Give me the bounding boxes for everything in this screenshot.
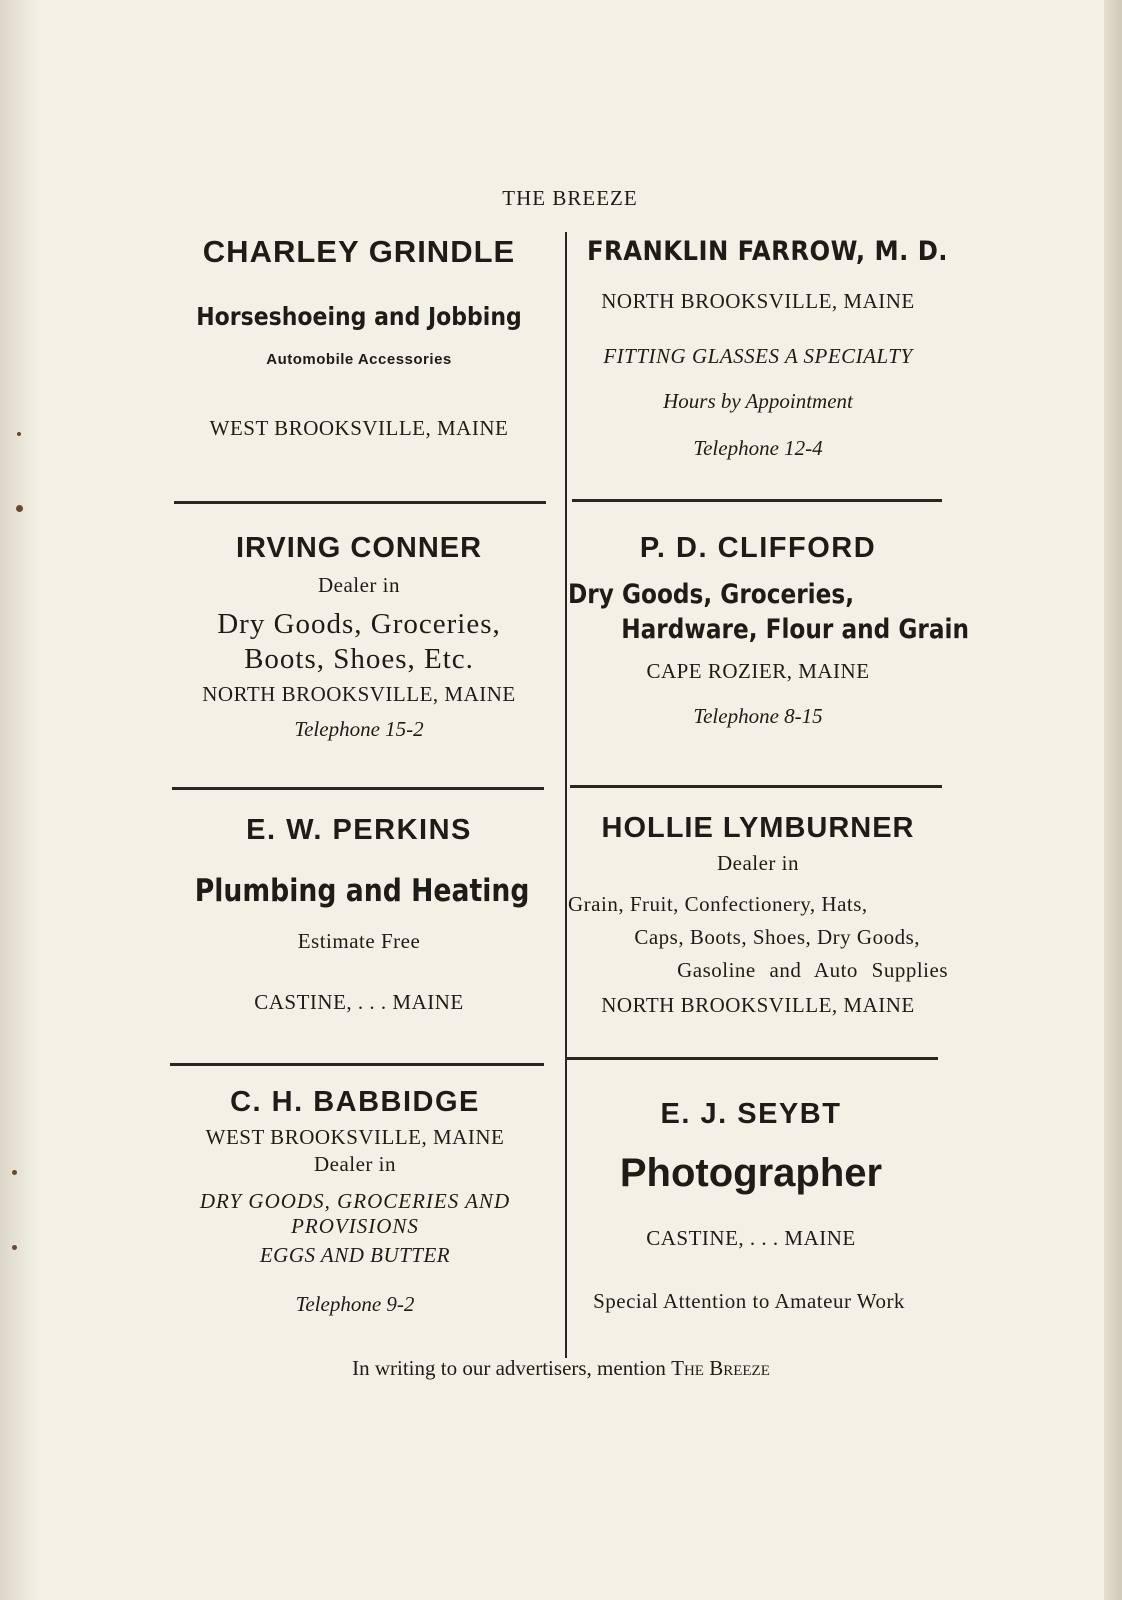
location: CASTINE, . . . MAINE xyxy=(646,1226,856,1250)
goods-line: Dry Goods, Groceries, xyxy=(217,608,501,640)
ad-separator xyxy=(170,1063,544,1066)
advertiser-name: P. D. CLIFFORD xyxy=(639,532,877,564)
location: NORTH BROOKSVILLE, MAINE xyxy=(202,682,516,706)
ad-ew-perkins xyxy=(168,814,550,1015)
location: WEST BROOKSVILLE, MAINE xyxy=(205,1125,505,1149)
advertiser-name: CHARLEY GRINDLE xyxy=(202,234,516,269)
note: Special Attention to Amateur Work xyxy=(593,1289,905,1313)
column-divider xyxy=(565,232,567,1358)
advertiser-name: FRANKLIN FARROW, M. D. xyxy=(587,236,948,267)
advertiser-name: C. H. BABBIDGE xyxy=(230,1086,480,1118)
goods-line: Dry Goods, Groceries, xyxy=(568,579,855,610)
specialty: FITTING GLASSES A SPECIALTY xyxy=(603,344,913,368)
ad-pd-clifford xyxy=(568,532,970,729)
ad-charley-grindle xyxy=(168,234,550,441)
service-heading: Plumbing and Heating xyxy=(194,873,530,909)
ad-hollie-lymburner xyxy=(568,812,948,1018)
advertiser-name: IRVING CONNER xyxy=(235,532,483,564)
advertiser-name: HOLLIE LYMBURNER xyxy=(601,812,915,844)
footer-text: In writing to our advertisers, mention xyxy=(352,1356,672,1380)
footer-note xyxy=(0,1356,1122,1381)
location: WEST BROOKSVILLE, MAINE xyxy=(209,416,509,440)
goods-line: Caps, Boots, Shoes, Dry Goods, xyxy=(634,925,920,949)
ad-ch-babbidge xyxy=(164,1086,546,1317)
goods-line: Grain, Fruit, Confectionery, Hats, xyxy=(568,892,868,916)
ad-separator xyxy=(572,499,942,502)
ad-ej-seybt xyxy=(568,1098,934,1314)
dealer-label: Dealer in xyxy=(716,851,800,875)
telephone: Telephone 15-2 xyxy=(294,717,424,741)
location: NORTH BROOKSVILLE, MAINE xyxy=(601,993,915,1017)
goods-line: EGGS AND BUTTER xyxy=(259,1243,451,1267)
location: CAPE ROZIER, MAINE xyxy=(646,659,870,683)
ad-irving-conner xyxy=(168,532,550,742)
running-head: THE BREEZE xyxy=(502,186,638,210)
footer-publication: The Breeze xyxy=(671,1356,770,1380)
goods-line: Gasoline and Auto Supplies xyxy=(677,958,948,982)
location: CASTINE, . . . MAINE xyxy=(254,990,464,1014)
advertiser-name: E. W. PERKINS xyxy=(246,814,472,846)
service-heading: Photographer xyxy=(619,1151,883,1195)
hours: Hours by Appointment xyxy=(663,389,853,413)
paper-spot xyxy=(16,505,23,512)
ad-separator xyxy=(174,501,546,504)
ad-separator xyxy=(172,787,544,790)
telephone: Telephone 12-4 xyxy=(693,436,823,460)
location: NORTH BROOKSVILLE, MAINE xyxy=(601,289,915,313)
subheading: Estimate Free xyxy=(297,929,421,953)
goods-line: Hardware, Flour and Grain xyxy=(621,614,970,645)
advertiser-name: E. J. SEYBT xyxy=(660,1098,842,1130)
paper-spot xyxy=(17,432,21,436)
ad-separator xyxy=(566,1057,938,1060)
dealer-label: Dealer in xyxy=(313,1152,397,1176)
service-heading: Horseshoeing and Jobbing xyxy=(196,302,522,331)
subheading: Automobile Accessories xyxy=(266,351,452,368)
dealer-label: Dealer in xyxy=(317,573,401,597)
goods-line: Boots, Shoes, Etc. xyxy=(244,643,474,675)
ad-franklin-farrow xyxy=(568,236,948,461)
telephone: Telephone 9-2 xyxy=(295,1292,415,1316)
paper-spot xyxy=(12,1245,17,1250)
ad-separator xyxy=(570,785,942,788)
telephone: Telephone 8-15 xyxy=(693,704,823,728)
goods-line: PROVISIONS xyxy=(291,1214,419,1238)
goods-line: DRY GOODS, GROCERIES AND xyxy=(199,1189,511,1213)
paper-spot xyxy=(12,1170,17,1175)
